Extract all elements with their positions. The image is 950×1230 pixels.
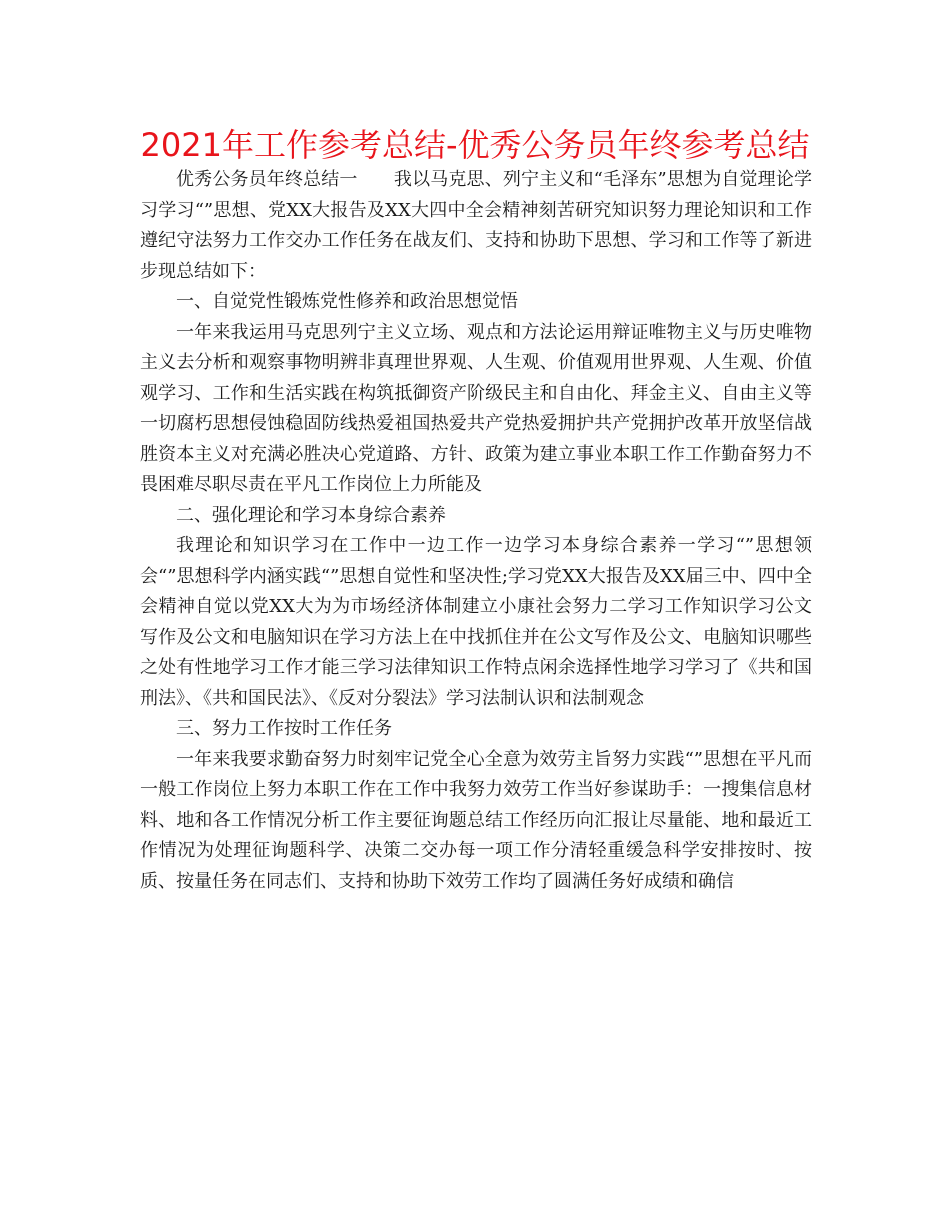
- section-1-heading: 一、自觉党性锻炼党性修养和政治思想觉悟: [176, 291, 518, 312]
- section-2-heading: 二、强化理论和学习本身综合素养: [176, 504, 446, 526]
- document-title: 2021年工作参考总结-优秀公务员年终参考总结: [140, 126, 810, 164]
- document-body: [140, 165, 812, 897]
- section-3-heading: 三、努力工作按时工作任务: [176, 718, 392, 739]
- section-2-paragraph: 我理论和知识学习在工作中一边工作一边学习本身综合素养一学习“”思想领会“”思想科学内涵实践“”思想自觉性和坚决性;学习党XX大报告及XX届三中、四中全会精神自觉以党XX大为为市场经济体制建立小康社会努力二学习工作知识学习公文写作及公文和电脑知识在学习方法上在中找抓住并在公文写作及公文、电脑知识哪些之处有性地学习工作才能三学习法律知识工作特点闲余选择性地学习学习了《共和国刑法》、《共和国民法》、《反对分裂法》学习法制认识和法制观念: [140, 535, 812, 709]
- section-3-paragraph: 一年来我要求勤奋努力时刻牢记党全心全意为效劳主旨努力实践“”思想在平凡而一般工作岗位上努力本职工作在工作中我努力效劳工作当好参谋助手：一搜集信息材料、地和各工作情况分析工作主要征询题总结工作经历向汇报让尽量能、地和最近工作情况为处理征询题科学、决策二交办每一项工作分清轻重缓急科学安排按时、按质、按量任务在同志们、支持和协助下效劳工作均了圆满任务好成绩和确信: [140, 748, 812, 892]
- intro-paragraph: 优秀公务员年终总结一 我以马克思、列宁主义和“毛泽东”思想为自觉理论学习学习“”思想、党XX大报告及XX大四中全会精神刻苦研究知识努力理论知识和工作遵纪守法努力工作交办工作任务在战友们、支持和协助下思想、学习和工作等了新进步现总结如下：: [140, 169, 812, 282]
- section-1-paragraph: 一年来我运用马克思列宁主义立场、观点和方法论运用辩证唯物主义与历史唯物主义去分析和观察事物明辨非真理世界观、人生观、价值观用世界观、人生观、价值观学习、工作和生活实践在构筑抵御资产阶级民主和自由化、拜金主义、自由主义等一切腐朽思想侵蚀稳固防线热爱祖国热爱共产党热爱拥护共产党拥护改革开放坚信战胜资本主义对充满必胜决心党道路、方针、政策为建立事业本职工作工作勤奋努力不畏困难尽职尽责在平凡工作岗位上力所能及: [140, 321, 812, 495]
